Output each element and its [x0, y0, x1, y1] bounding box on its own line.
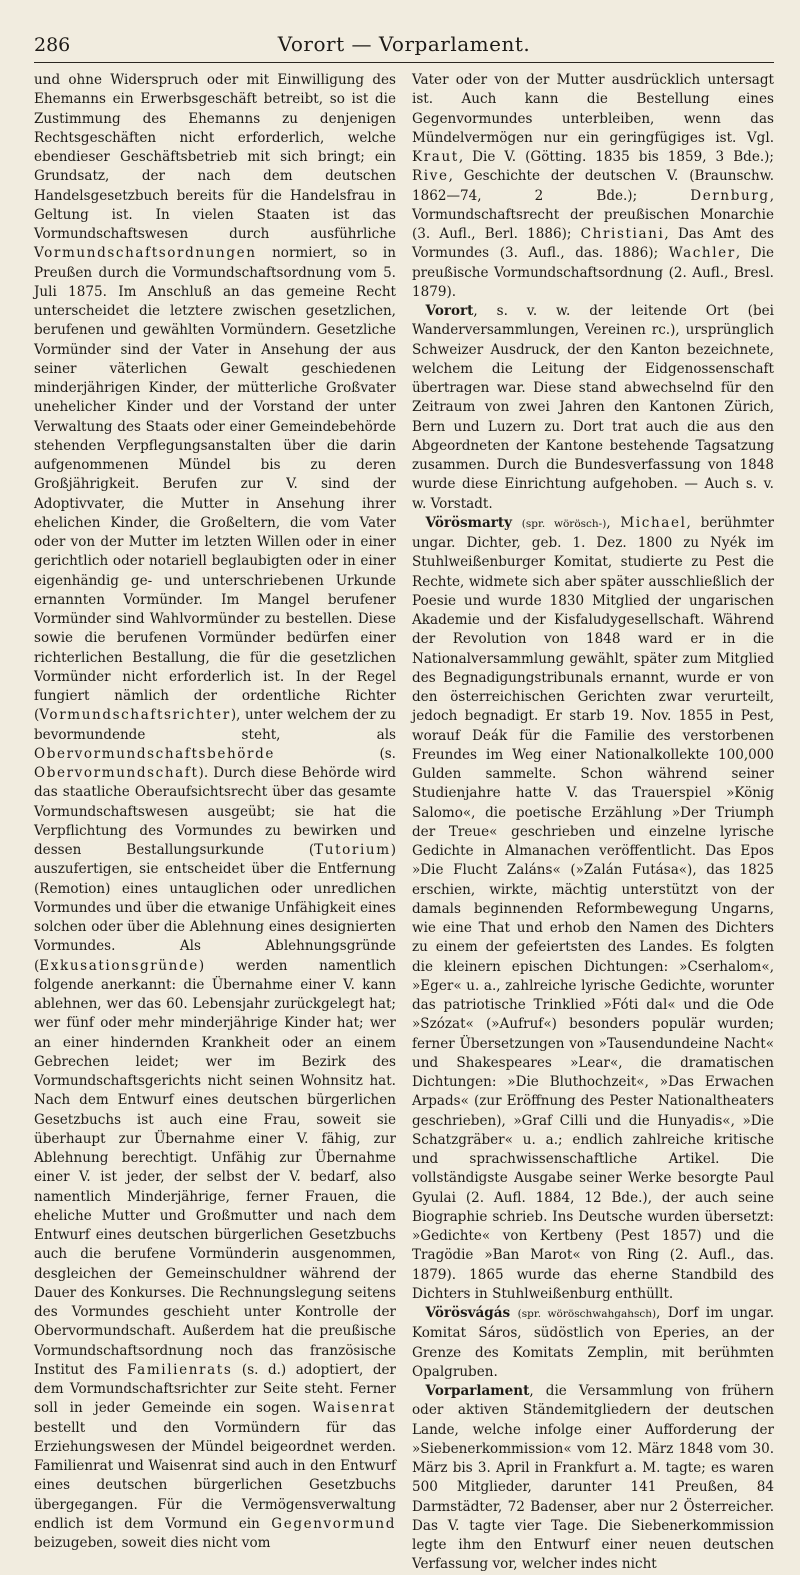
entry-vorort: Vorort, s. v. w. der leitende Ort (bei Wanderversammlungen, Vereinen rc.), ursprünglich Schweizer Ausdruck, der den Kanton bezeichnete, welchem die Leitung der Eidgenossenschaft übertragen war. Diese stand abwechselnd für den Zeitraum von zwei Jahren den Kantonen Zürich, Bern und Luzern zu. Dort trat auch die aus den Abgeordneten der Kantone bestehende Tagsatzung zusammen. Durch die Bundesverfassung von 1848 wurde diese Einrichtung aufgehoben. — Auch s. v. w. Vorstadt. [412, 303, 774, 512]
vormundschaft-continuation: und ohne Widerspruch oder mit Einwilligung des Ehemanns ein Erwerbsgeschäft betreibt, so ist die Zustimmung des Ehemanns zu denjenigen Rechtsgeschäften nicht erforderlich, welche ebendieser Geschäftsbetrieb mit sich bringt; ein Grundsatz, der nach dem deutschen Handelsgesetzbuch bereits für die Handelsfrau in Geltung ist. In vielen Staaten ist das Vormundschaftswesen durch ausführliche Vormundschaftsordnungen normiert, so in Preußen durch die Vormundschaftsordnung vom 5. Juli 1875. Im Anschluß an das gemeine Recht unterscheidet die letztere zwischen gesetzlichen, berufenen und gewählten Vormündern. Gesetzliche Vormünder sind der Vater in Ansehung der aus seiner väterlichen Gewalt geschiedenen minderjährigen Kinder, der mütterliche Großvater unehelicher Kinder und der Vorstand der unter Verwaltung des Staats oder einer Gemeindebehörde stehenden Verpflegungsanstalten über die darin aufgenommenen Mündel bis zu deren Großjährigkeit. Berufen zur V. sind der Adoptivvater, die Mutter in Ansehung ihrer ehelichen Kinder, die Großeltern, die vom Vater oder von der Mutter im letzten Willen oder in einer gerichtlich oder notariell beglaubigten oder in einer eigenhändig ge- und unterschriebenen Urkunde ernannten Vormünder. Im Mangel berufener Vormünder sind Wahlvormünder zu bestellen. Diese sowie die berufenen Vormünder bedürfen einer richterlichen Bestallung, die für die gesetzlichen Vormünder nicht erforderlich ist. In der Regel fungiert nämlich der ordentliche Richter (Vormundschaftsrichter), unter welchem der zu bevormundende steht, als Obervormundschaftsbehörde (s. Obervormundschaft). Durch diese Behörde wird das staatliche Oberaufsichtsrecht über das gesamte Vormundschaftswesen ausgeübt; sie hat die Verpflichtung des Vormundes zu bewirken und dessen Bestallungsurkunde (Tutorium) auszufertigen, sie entscheidet über die Entfernung (Remotion) eines untauglichen oder unredlichen Vormundes und über die etwanige Unfähigkeit eines solchen oder über die Ablehnung eines designierten Vormundes. Als Ablehnungsgründe (Exkusationsgründe) werden namentlich folgende anerkannt: die Übernahme einer V. kann ablehnen, wer das 60. Lebensjahr zurückgelegt hat; wer fünf oder mehr minderjährige Kinder hat; wer an einer hindernden Krankheit oder an einem Gebrechen leidet; wer im Bezirk des Vormundschaftsgerichts nicht seinen Wohnsitz hat. Nach dem Entwurf eines deutschen bürgerlichen Gesetzbuchs ist auch eine Frau, soweit sie überhaupt zur Übernahme einer V. fähig, zur Ablehnung berechtigt. Unfähig zur Übernahme einer V. ist jeder, der selbst der V. bedarf, also namentlich Minderjährige, ferner Frauen, die eheliche Mutter und Großmutter und nach dem Entwurf eines deutschen bürgerlichen Gesetzbuchs auch die berufene Vormünderin ausgenommen, desgleichen der Gemeinschuldner während der Dauer des Konkurses. Die Rechnungslegung seitens des Vormundes geschieht unter Kontrolle der Obervormundschaft. Außerdem hat die preußische Vormundschaftsordnung noch das französische Institut des Familienrats (s. d.) adoptiert, der dem Vormundschaftsrichter zur Seite steht. Ferner soll in jeder Gemeinde ein sogen. Waisenrat bestellt und den Vormündern für das Erziehungswesen der Mündel beigeordnet werden. Familienrat und Waisenrat sind auch in den Entwurf eines deutschen bürgerlichen Gesetzbuchs übergegangen. Für die Vermögensverwaltung endlich ist dem Vormund ein Gegenvormund beizugeben, soweit dies nicht vom [34, 72, 397, 1551]
pronunciation: (spr. wöröschwahgahsch) [517, 1308, 657, 1320]
entry-vorparlament: Vorparlament, die Versammlung von frühern oder aktiven Ständemitgliedern der deutschen Lande, welche infolge einer Aufforderung der »Siebenerkommission« vom 12. März 1848 vom 30. März bis 3. April in Frankfurt a. M. tagte; es waren 500 Mitglieder, darunter 141 Preußen, 84 Darmstädter, 72 Badenser, aber nur 2 Österreicher. Das V. tagte vier Tage. Die Siebenerkommission legte ihm den Entwurf einer neuen deutschen Verfassung vor, welcher indes nicht [412, 1383, 774, 1573]
left-column [34, 71, 397, 1551]
vormundschaft-references: Vater oder von der Mutter ausdrücklich untersagt ist. Auch kann die Bestellung eines Gegenvormundes unterbleiben, wenn das Mündelvermögen nur ein geringfügiges ist. Vgl. Kraut, Die V. (Götting. 1835 bis 1859, 3 Bde.); Rive, Geschichte der deutschen V. (Braunschw. 1862—74, 2 Bde.); Dernburg, Vormundschaftsrecht der preußischen Monarchie (3. Aufl., Berl. 1886); Christiani, Das Amt des Vormundes (3. Aufl., das. 1886); Wachler, Die preußische Vormundschaftsordnung (2. Aufl., Bresl. 1879). [412, 72, 774, 300]
page-number: 286 [34, 34, 71, 56]
text-columns [34, 71, 775, 1573]
headword-voeroesmarty: Vörösmarty [425, 514, 513, 531]
entry-voeroesvagas: Vörösvágás (spr. wöröschwahgahsch), Dorf im ungar. Komitat Sáros, südöstlich von Eperies, an der Grenze des Komitats Zemplin, mit berühmten Opalgruben. [412, 1305, 774, 1380]
page-header [34, 28, 774, 63]
headword-voeroesvagas: Vörösvágás [425, 1305, 511, 1321]
entry-voeroesmarty: Vörösmarty (spr. wörösch-), Michael, berühmter ungar. Dichter, geb. 1. Dez. 1800 zu Nyék im Stuhlweißenburger Komitat, studierte zu Pest die Rechte, widmete sich aber später ausschließlich der Poesie und wurde 1830 Mitglied der ungarischen Akademie und der Kisfaludygesellschaft. Während der Revolution von 1848 ward er in die Nationalversammlung gewählt, später zum Mitglied des Begnadigungstribunals ernannt, wurde er von den österreichischen Gerichten zwar verurteilt, jedoch begnadigt. Er starb 19. Nov. 1855 in Pest, worauf Deák für die Familie des verstorbenen Freundes im Weg einer Nationalkollekte 100,000 Gulden sammelte. Schon während seiner Studienjahre hatte V. das Trauerspiel »König Salomo«, die poetische Erzählung »Der Triumph der Treue« geschrieben und einzelne lyrische Gedichte in Almanachen veröffentlicht. Das Epos »Die Flucht Zaláns« (»Zalán Futása«), das 1825 erschien, wirkte, mächtig unterstützt von der damals beginnenden Reformbewegung Ungarns, wie eine That und erhob den Namen des Dichters zu einem der gefeiertsten des Landes. Es folgten die kleinern epischen Dichtungen: »Cserhalom«, »Eger« u. a., zahlreiche lyrische Gedichte, worunter das patriotische Trinklied »Fóti dal« und die Ode »Szózat« (»Aufruf«) besonders populär wurden; ferner Übersetzungen von »Tausendundeine Nacht« und Shakespeares »Lear«, die dramatischen Dichtungen: »Die Bluthochzeit«, »Das Erwachen Arpads« (zur Eröffnung des Pester Nationaltheaters geschrieben), »Graf Cilli und die Hunyadis«, »Die Schatzgräber« u. a.; endlich zahlreiche kritische und sprachwissenschaftliche Artikel. Die vollständigste Ausgabe seiner Werke besorgte Paul Gyulai (2. Aufl. 1884, 12 Bde.), der auch seine Biographie schrieb. Ins Deutsche wurden übersetzt: »Gedichte« von Kertbeny (Pest 1857) und die Tragödie »Ban Marot« von Ring (2. Aufl., das. 1879). 1865 wurde das eherne Standbild des Dichters in Stuhlweißenburg enthüllt. [412, 514, 775, 1302]
right-column [412, 71, 775, 1573]
headword-vorort: Vorort [425, 303, 474, 319]
headword-vorparlament: Vorparlament [425, 1383, 530, 1399]
running-title: Vorort — Vorparlament. [277, 32, 531, 56]
pronunciation: (spr. wörösch-) [521, 517, 607, 530]
